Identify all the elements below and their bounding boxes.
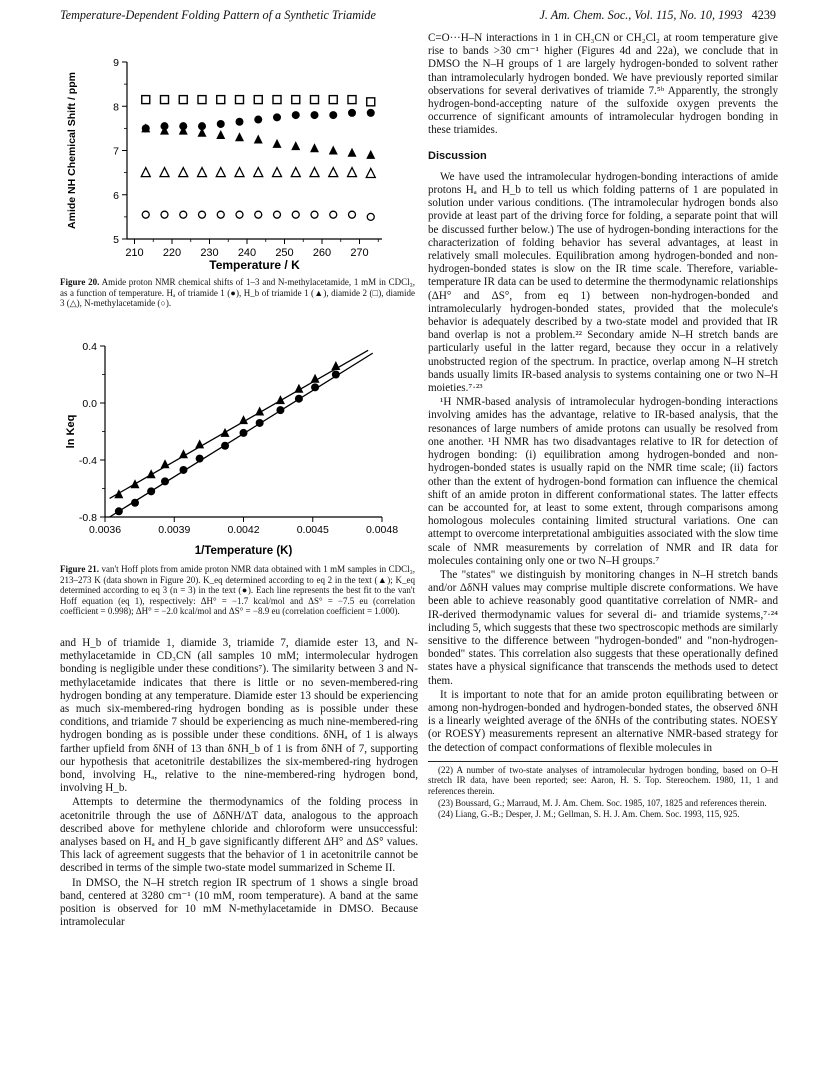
paragraph: It is important to note that for an amide proton equilibrating between or among non-hydrogen-bonded and hydrogen-bonded states, the observed δNH is a linearly weighted average of the δNHs of the contributing states. NOESY (or ROESY) measurements represent an alternative NMR-based strategy for the detection of compact conformations of flexible molecules in <box>428 688 778 754</box>
data-point-filled-triangle <box>147 469 156 478</box>
data-point-open-triangle <box>273 168 282 177</box>
data-point-filled-triangle <box>366 150 375 159</box>
data-point-filled-circle <box>196 455 204 463</box>
data-point-filled-triangle <box>161 459 170 468</box>
footnotes <box>428 761 778 820</box>
data-point-filled-triangle <box>329 146 338 155</box>
data-point-square <box>292 96 300 104</box>
data-point-open-circle <box>199 211 206 218</box>
data-point-filled-triangle <box>310 143 319 152</box>
data-point-open-triangle <box>160 168 169 177</box>
figure-21-chart <box>60 340 415 562</box>
x-tick-label: 0.0042 <box>227 524 260 536</box>
data-point-filled-triangle <box>276 395 285 404</box>
figure-20-chart <box>60 50 400 275</box>
data-point-open-triangle <box>235 168 244 177</box>
data-point-square <box>217 96 225 104</box>
x-tick-label: 250 <box>275 247 294 259</box>
figure-20-caption <box>60 277 415 309</box>
data-point-filled-circle <box>311 111 319 119</box>
data-point-open-circle <box>217 211 224 218</box>
x-axis-label: Temperature / K <box>209 258 300 272</box>
data-point-filled-circle <box>217 120 225 128</box>
data-point-square <box>348 96 356 104</box>
data-point-square <box>254 96 262 104</box>
x-tick-label: 0.0045 <box>296 524 329 536</box>
data-point-open-triangle <box>216 168 225 177</box>
data-point-filled-circle <box>295 395 303 403</box>
x-tick-label: 0.0036 <box>88 524 122 536</box>
paragraph: and H_b of triamide 1, diamide 3, triamide 7, diamide ester 13, and N-methylacetamide in CD₃CN (all samples 10 mM; intermolecular hydrogen bonding is negligible under these conditions⁷). The similarity between 3 and N-methylacetamide indicates that there is little or no seven-membered-ring hydrogen bonding at any temperature. Diamide ester 13 should be experiencing as much six-membered-ring hydrogen bonding as is possible under these conditions, and triamide 7 should be experiencing as much nine-membered-ring hydrogen bonding as is possible under these conditions. δNHₐ of 1 is always farther upfield from δNH of 13 than δNH_b of 1 is from δNH of 7, supporting our hypothesis that acetonitrile destabilizes the six-membered-ring hydrogen bond, involving Hₐ, relative to the nine-membered-ring hydrogen bond, involving H_b. <box>60 637 418 795</box>
data-point-open-circle <box>367 213 374 220</box>
y-tick-label: 9 <box>113 57 119 69</box>
data-point-filled-circle <box>254 116 262 124</box>
footnote: (23) Boussard, G.; Marraud, M. J. Am. Chem. Soc. 1985, 107, 1825 and references therein. <box>438 797 767 808</box>
x-tick-label: 270 <box>350 247 369 259</box>
data-point-square <box>329 96 337 104</box>
footnote: (22) A number of two-state analyses of intramolecular hydrogen bonding, based on O–H stretch IR data, have been reported; see: Aaron, H. S. Top. Stereochem. 1980, 11, 1 and references therein. <box>428 764 778 796</box>
paragraph: In DMSO, the N–H stretch region IR spectrum of 1 shows a single broad band, centered at 3280 cm⁻¹ (10 mM, room temperature). A band at the same position is observed for 10 mM N-methylacetamide in DMSO. Because intramolecular <box>60 876 418 929</box>
y-tick-label: 8 <box>113 101 119 114</box>
data-point-filled-circle <box>311 383 319 391</box>
figure-21-caption <box>60 564 415 617</box>
right-column <box>428 32 778 821</box>
running-title: Temperature-Dependent Folding Pattern of a Synthetic Triamide <box>60 8 376 22</box>
paragraph: The "states" we distinguish by monitoring changes in N–H stretch bands and/or ΔδNH values may comprise multiple discrete conformations. We have been able to achieve reasonably good quantitative correlation of NMR- and IR-derived thermodynamic values for several di- and triamide systems,⁷·²⁴ including 5, which suggests that these two spectroscopic methods are similarly sensitive to the difference between "hydrogen-bonded" and "non-hydrogen-bonded" states. This correlation also suggests that these operationally defined states have a physical significance that transcends the methods used to detect them. <box>428 568 778 687</box>
data-point-square <box>367 98 375 106</box>
x-axis-label: 1/Temperature (K) <box>194 545 293 557</box>
data-point-filled-triangle <box>198 128 207 137</box>
x-tick-label: 220 <box>162 247 182 259</box>
figure-21-label: Figure 21. <box>60 564 100 574</box>
data-point-filled-triangle <box>254 134 263 143</box>
y-tick-label: 6 <box>113 189 119 202</box>
data-point-filled-circle <box>348 109 356 117</box>
journal-volume: Vol. 115, No. 10, 1993 <box>634 8 743 22</box>
data-point-filled-triangle <box>114 489 123 498</box>
data-point-open-triangle <box>141 168 150 177</box>
y-tick-label: 7 <box>113 145 119 158</box>
data-point-filled-circle <box>147 487 155 495</box>
page-number: 4239 <box>751 8 776 22</box>
y-axis-label: ln Keq <box>65 414 77 449</box>
data-point-filled-circle <box>179 466 187 474</box>
data-point-filled-circle <box>367 109 375 117</box>
paragraph: We have used the intramolecular hydrogen-bonding interactions of amide protons Hₐ and H_b to tell us which folding patterns of 1 are populated in solution under various conditions. (The intramolecular hydrogen bonds also provide at least part of the driving force for folding, a separate point that will be discussed further below.) The use of hydrogen-bonding interactions for the characterization of folding behavior has several advantages, at least in relatively small molecules. Equilibration among hydrogen-bonded and non-hydrogen-bonded states is slow on the IR time scale. Therefore, variable-temperature IR data can be used to determine the thermodynamic relationships (ΔH° and ΔS°, from eq 1) between non-hydrogen-bonded and intramolecularly hydrogen-bonded states, provided that the molecule's behavior is adequately described by a two-state model and provided that IR band overlap is not a problem.²² Secondary amide N–H stretch bands are particularly useful in the latter regard, because they occur in a relatively unobstructed region of the spectrum. In practice, overlap among N–H stretch bands usually limits IR-based analysis to systems containing one or two N–H moieties.⁷·²³ <box>428 170 778 395</box>
journal-citation <box>539 8 776 23</box>
left-column-text <box>60 637 418 930</box>
x-tick-label: 260 <box>312 247 332 259</box>
y-tick-label: -0.8 <box>78 512 97 524</box>
data-point-square <box>198 96 206 104</box>
data-point-filled-triangle <box>235 132 244 141</box>
data-point-open-triangle <box>366 169 375 178</box>
x-tick-label: 0.0048 <box>365 524 399 536</box>
y-tick-label: 0.4 <box>82 341 97 353</box>
data-point-filled-circle <box>292 111 300 119</box>
data-point-open-triangle <box>179 168 188 177</box>
y-axis-label: Amide NH Chemical Shift / ppm <box>66 72 78 229</box>
data-point-open-triangle <box>310 168 319 177</box>
data-point-square <box>311 96 319 104</box>
data-point-open-circle <box>311 211 318 218</box>
section-heading-discussion: Discussion <box>428 149 487 162</box>
data-point-filled-circle <box>240 429 248 437</box>
data-point-open-triangle <box>254 168 263 177</box>
running-header <box>60 8 776 24</box>
journal-name: J. Am. Chem. Soc., <box>539 8 632 22</box>
data-point-open-circle <box>255 211 262 218</box>
data-point-filled-circle <box>332 371 340 379</box>
figure-20-label: Figure 20. <box>60 277 100 287</box>
data-point-filled-triangle <box>273 139 282 148</box>
y-tick-label: -0.4 <box>78 455 97 467</box>
data-point-open-circle <box>274 211 281 218</box>
data-point-filled-triangle <box>221 428 230 437</box>
data-point-filled-circle <box>221 442 229 450</box>
x-tick-label: 230 <box>200 247 219 259</box>
data-point-open-circle <box>161 211 168 218</box>
data-point-open-triangle <box>198 168 207 177</box>
figure-21-caption-text: van't Hoff plots from amide proton NMR data obtained with 1 mM samples in CDCl₃, 213–273 K (data shown in Figure 20). K_eq determined according to eq 2 in the text (▲); K_eq determined according to eq 3 (n = 3) in the text (●). Each line represents the best fit to the van't Hoff equation (eq 1), respectively: ΔH° = −1.7 kcal/mol and ΔS° = −7.5 eu (correlation coefficient = 0.998); ΔH° = −2.0 kcal/mol and ΔS° = −8.9 eu (correlation coefficient = 1.000). <box>60 564 416 617</box>
data-point-open-circle <box>236 211 243 218</box>
paragraph: Attempts to determine the thermodynamics of the folding process in acetonitrile through the use of ΔδNH/ΔT data, analogous to the approach described above for methylene chloride and chloroform were unsuccessful: analyses based on Hₐ and H_b gave significantly different ΔH° and ΔS° values. This lack of agreement suggests that the behavior of 1 in acetonitrile cannot be described in terms of the simple two-state model summarized in Scheme II. <box>60 796 418 875</box>
data-point-filled-triangle <box>216 130 225 139</box>
data-point-square <box>273 96 281 104</box>
data-point-filled-circle <box>131 499 139 507</box>
data-point-filled-triangle <box>291 141 300 150</box>
paragraph: C=O···H–N interactions in 1 in CH₃CN or CH₂Cl₂ at room temperature give rise to bands >30 cm⁻¹ higher (Figures 4d and 22a), we conclude that in DMSO the N–H groups of 1 are largely hydrogen-bonded to solvent rather than intramolecularly hydrogen bonded. We have previously reported similar observations for several derivatives of triamide 7.⁵ᵇ Apparently, the strongly hydrogen-bond-accepting nature of the sulfoxide oxygen prevents the occurrence of significant amounts of intramolecular hydrogen bonding in these triamides. <box>428 32 778 137</box>
data-point-filled-triangle <box>195 439 204 448</box>
data-point-filled-circle <box>256 419 264 427</box>
data-point-open-triangle <box>291 168 300 177</box>
data-point-square <box>142 96 150 104</box>
data-point-filled-triangle <box>331 361 340 370</box>
data-point-filled-triangle <box>348 148 357 157</box>
data-point-open-circle <box>180 211 187 218</box>
figure-20-caption-text: Amide proton NMR chemical shifts of 1–3 and N-methylacetamide, 1 mM in CDCl₃, as a function of temperature. Hₐ of triamide 1 (●), H_b of triamide 1 (▲), diamide 2 (□), diamide 3 (△), N-methylacetamide (○). <box>60 277 415 309</box>
data-point-open-circle <box>292 211 299 218</box>
y-tick-label: 0.0 <box>82 398 97 410</box>
data-point-filled-circle <box>329 111 337 119</box>
x-tick-label: 210 <box>125 247 144 259</box>
paragraph: ¹H NMR-based analysis of intramolecular hydrogen-bonding interactions involving amides has the advantage, relative to IR-based analysis, that the resonances of large numbers of amide protons can usually be resolved from one another. ¹H NMR has two disadvantages relative to IR for detection of hydrogen bonding: (i) equilibration among hydrogen-bonded and non-hydrogen-bonded states is usually rapid on the NMR time scale; (ii) factors other than the extent of hydrogen-bond formation can influence the chemical shift of an amide proton in different conformational states. The latter effects can be accounted for, at least to some extent, through comparisons among homologous molecules containing limited structural variations. One can attempt to overcome interpretational ambiguities associated with the slow time scale of NMR measurements by correlation of NMR and IR data for molecules containing only one or two N–H groups.⁷ <box>428 396 778 567</box>
data-point-filled-circle <box>236 118 244 126</box>
x-tick-label: 240 <box>237 247 257 259</box>
footnote: (24) Liang, G.-B.; Desper, J. M.; Gellman, S. H. J. Am. Chem. Soc. 1993, 115, 925. <box>438 809 740 820</box>
data-point-filled-circle <box>276 406 284 414</box>
data-point-open-circle <box>142 211 149 218</box>
data-point-filled-circle <box>273 113 281 121</box>
data-point-square <box>161 96 169 104</box>
data-point-filled-triangle <box>131 479 140 488</box>
data-point-open-triangle <box>329 168 338 177</box>
data-point-open-circle <box>349 211 356 218</box>
data-point-square <box>236 96 244 104</box>
data-point-open-circle <box>330 211 337 218</box>
data-point-square <box>179 96 187 104</box>
data-point-filled-circle <box>115 507 123 515</box>
data-point-open-triangle <box>348 168 357 177</box>
x-tick-label: 0.0039 <box>158 524 191 536</box>
y-tick-label: 5 <box>113 234 119 246</box>
data-point-filled-circle <box>161 477 169 485</box>
